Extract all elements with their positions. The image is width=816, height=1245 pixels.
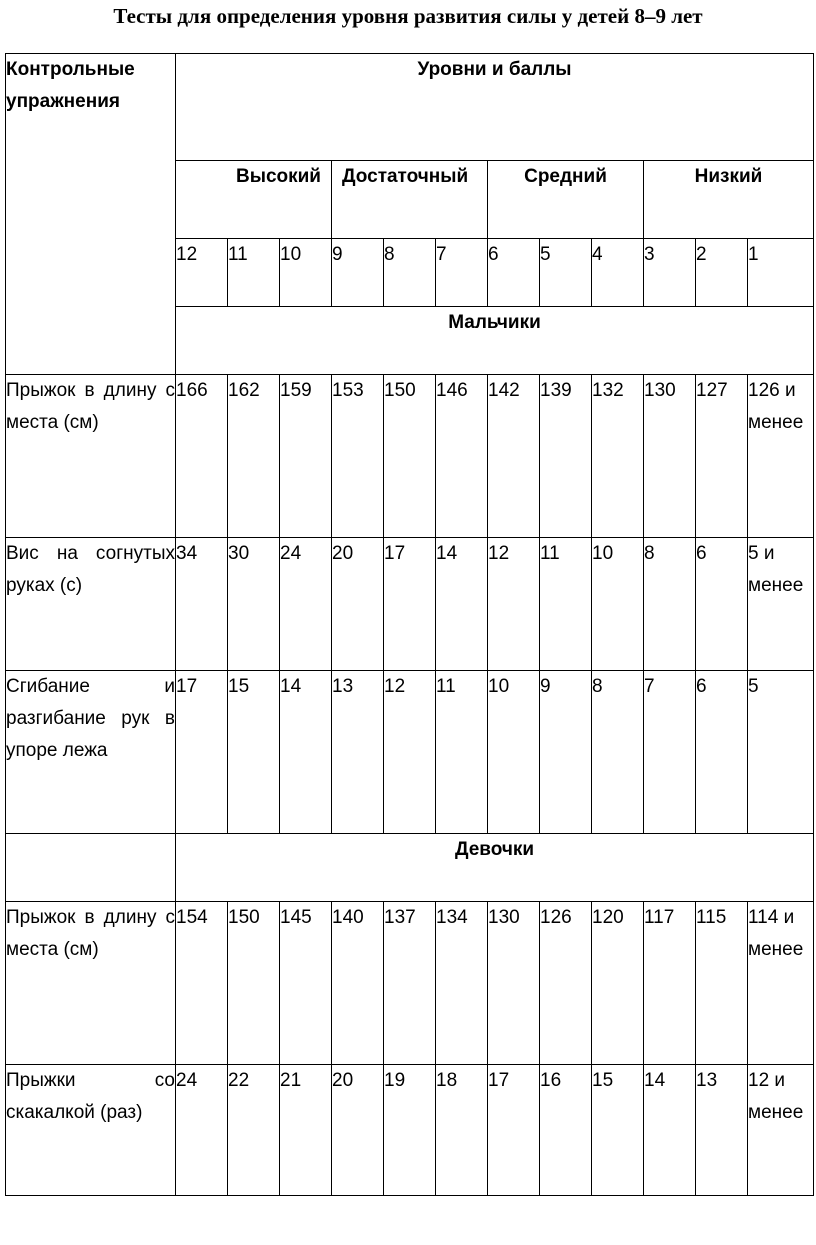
value-cell: 117 bbox=[644, 902, 696, 1065]
exercises-header: Контрольные упражнения bbox=[6, 54, 176, 375]
value-cell: 17 bbox=[176, 671, 228, 834]
value-cell: 13 bbox=[332, 671, 384, 834]
points-cell: 7 bbox=[436, 239, 488, 307]
table-row bbox=[6, 671, 814, 834]
points-cell: 10 bbox=[280, 239, 332, 307]
value-cell: 154 bbox=[176, 902, 228, 1065]
value-cell: 6 bbox=[696, 538, 748, 671]
points-cell: 11 bbox=[228, 239, 280, 307]
value-cell: 126 bbox=[540, 902, 592, 1065]
value-cell: 150 bbox=[384, 375, 436, 538]
value-cell: 15 bbox=[592, 1065, 644, 1196]
value-cell: 115 bbox=[696, 902, 748, 1065]
value-cell: 14 bbox=[436, 538, 488, 671]
value-cell: 145 bbox=[280, 902, 332, 1065]
level-sufficient: Достаточный bbox=[332, 161, 488, 239]
value-cell: 7 bbox=[644, 671, 696, 834]
points-cell: 1 bbox=[748, 239, 814, 307]
table-row bbox=[6, 538, 814, 671]
value-cell: 132 bbox=[592, 375, 644, 538]
value-cell: 14 bbox=[644, 1065, 696, 1196]
section-row-girls bbox=[6, 834, 814, 902]
level-low: Низкий bbox=[644, 161, 814, 239]
value-cell: 11 bbox=[436, 671, 488, 834]
exercise-label: Сгибание и разгибание рук в упоре лежа bbox=[6, 671, 176, 834]
value-cell: 20 bbox=[332, 1065, 384, 1196]
section-girls: Девочки bbox=[176, 834, 814, 902]
header-row-title bbox=[6, 54, 814, 161]
value-cell: 120 bbox=[592, 902, 644, 1065]
value-cell: 14 bbox=[280, 671, 332, 834]
value-cell: 5 и менее bbox=[748, 538, 814, 671]
points-cell: 4 bbox=[592, 239, 644, 307]
value-cell: 21 bbox=[280, 1065, 332, 1196]
exercise-label: Прыжок в длину с места (см) bbox=[6, 902, 176, 1065]
value-cell: 18 bbox=[436, 1065, 488, 1196]
value-cell: 20 bbox=[332, 538, 384, 671]
value-cell: 22 bbox=[228, 1065, 280, 1196]
value-cell: 16 bbox=[540, 1065, 592, 1196]
exercise-label: Прыжки со скакалкой (раз) bbox=[6, 1065, 176, 1196]
value-cell: 10 bbox=[592, 538, 644, 671]
section-boys: Мальчики bbox=[176, 307, 814, 375]
level-medium: Средний bbox=[488, 161, 644, 239]
value-cell: 130 bbox=[488, 902, 540, 1065]
value-cell: 140 bbox=[332, 902, 384, 1065]
points-cell: 6 bbox=[488, 239, 540, 307]
value-cell: 130 bbox=[644, 375, 696, 538]
value-cell: 19 bbox=[384, 1065, 436, 1196]
strength-tests-table bbox=[5, 53, 814, 1196]
value-cell: 159 bbox=[280, 375, 332, 538]
value-cell: 12 и менее bbox=[748, 1065, 814, 1196]
value-cell: 166 bbox=[176, 375, 228, 538]
page-title: Тесты для определения уровня развития силы у детей 8–9 лет bbox=[113, 4, 703, 28]
empty-cell bbox=[6, 834, 176, 902]
points-cell: 8 bbox=[384, 239, 436, 307]
value-cell: 8 bbox=[644, 538, 696, 671]
value-cell: 34 bbox=[176, 538, 228, 671]
exercise-label: Прыжок в длину с места (см) bbox=[6, 375, 176, 538]
value-cell: 15 bbox=[228, 671, 280, 834]
value-cell: 13 bbox=[696, 1065, 748, 1196]
value-cell: 17 bbox=[488, 1065, 540, 1196]
value-cell: 134 bbox=[436, 902, 488, 1065]
value-cell: 17 bbox=[384, 538, 436, 671]
value-cell: 127 bbox=[696, 375, 748, 538]
points-cell: 12 bbox=[176, 239, 228, 307]
value-cell: 5 bbox=[748, 671, 814, 834]
value-cell: 11 bbox=[540, 538, 592, 671]
value-cell: 10 bbox=[488, 671, 540, 834]
value-cell: 162 bbox=[228, 375, 280, 538]
value-cell: 9 bbox=[540, 671, 592, 834]
level-high: Высокий bbox=[176, 161, 332, 239]
value-cell: 6 bbox=[696, 671, 748, 834]
value-cell: 146 bbox=[436, 375, 488, 538]
value-cell: 114 и менее bbox=[748, 902, 814, 1065]
value-cell: 30 bbox=[228, 538, 280, 671]
value-cell: 24 bbox=[176, 1065, 228, 1196]
table-row bbox=[6, 1065, 814, 1196]
table-row bbox=[6, 902, 814, 1065]
value-cell: 150 bbox=[228, 902, 280, 1065]
points-cell: 2 bbox=[696, 239, 748, 307]
value-cell: 139 bbox=[540, 375, 592, 538]
exercise-label: Вис на согнутых руках (с) bbox=[6, 538, 176, 671]
value-cell: 12 bbox=[384, 671, 436, 834]
points-cell: 3 bbox=[644, 239, 696, 307]
points-cell: 5 bbox=[540, 239, 592, 307]
levels-header: Уровни и баллы bbox=[176, 54, 814, 161]
value-cell: 153 bbox=[332, 375, 384, 538]
value-cell: 126 и менее bbox=[748, 375, 814, 538]
value-cell: 24 bbox=[280, 538, 332, 671]
value-cell: 12 bbox=[488, 538, 540, 671]
value-cell: 8 bbox=[592, 671, 644, 834]
table-row bbox=[6, 375, 814, 538]
value-cell: 142 bbox=[488, 375, 540, 538]
points-cell: 9 bbox=[332, 239, 384, 307]
value-cell: 137 bbox=[384, 902, 436, 1065]
